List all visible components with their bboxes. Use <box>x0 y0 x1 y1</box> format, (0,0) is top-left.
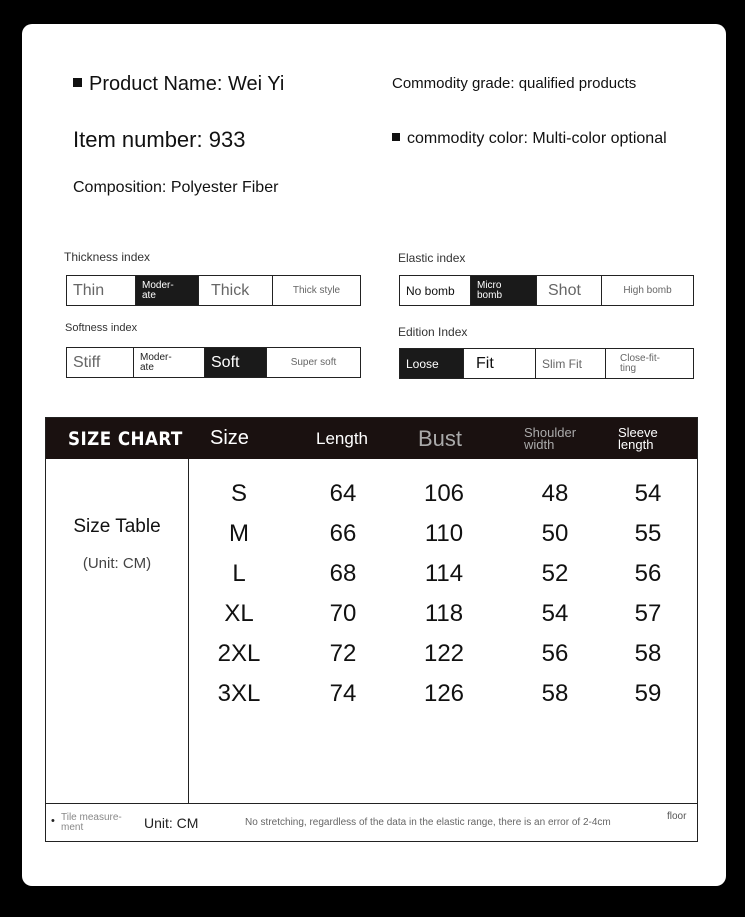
commodity-grade: Commodity grade: qualified products <box>392 75 637 92</box>
footer-side-text: floor <box>667 811 687 822</box>
cell-shoulder: 54 <box>541 600 569 627</box>
cell-sleeve: 58 <box>634 640 662 667</box>
tile-measurement-label: Tile measure- ment <box>61 812 122 833</box>
softness-option-moderate: Moder- ate <box>134 348 205 377</box>
cell-bust: 110 <box>424 520 464 547</box>
cell-shoulder: 58 <box>541 680 569 707</box>
header-length: Length <box>316 428 368 448</box>
header-bust: Bust <box>418 425 463 451</box>
softness-index-scale <box>66 347 361 378</box>
cell-shoulder: 56 <box>541 640 569 667</box>
cell-shoulder: 48 <box>541 480 569 507</box>
thickness-option-moderate: Moder- ate <box>136 276 199 305</box>
size-chart-brand: SIZE CHART <box>68 427 183 450</box>
cell-size: S <box>230 480 247 507</box>
edition-index-scale <box>399 348 694 379</box>
edition-option-fit: Fit <box>464 349 536 378</box>
elastic-index-scale <box>399 275 694 306</box>
cell-shoulder: 52 <box>541 560 569 587</box>
cell-length: 64 <box>329 480 357 507</box>
table-row <box>46 634 697 674</box>
edition-option-close-fitting: Close-fit- ting <box>620 352 661 374</box>
cell-size: XL <box>224 600 254 627</box>
edition-option-loose: Loose <box>400 349 464 378</box>
composition: Composition: Polyester Fiber <box>73 179 279 196</box>
cell-sleeve: 55 <box>634 520 662 547</box>
softness-option-super-soft: Super soft <box>290 357 337 368</box>
cell-sleeve: 59 <box>634 680 662 707</box>
cell-size: 2XL <box>217 640 261 667</box>
thickness-option-thick: Thick <box>199 276 273 305</box>
cell-length: 66 <box>329 520 357 547</box>
thickness-option-thick-style: Thick style <box>292 285 341 296</box>
table-row <box>46 514 697 554</box>
elastic-option-micro-bomb: Micro bomb <box>471 276 537 305</box>
cell-size: M <box>229 520 249 547</box>
cell-sleeve: 56 <box>634 560 662 587</box>
size-chart-header <box>46 418 697 459</box>
elastic-option-no-bomb: No bomb <box>400 276 471 305</box>
thickness-index-title: Thickness index <box>64 250 151 264</box>
elastic-index-title: Elastic index <box>398 251 466 265</box>
thickness-option-thin: Thin <box>67 276 136 305</box>
commodity-color: commodity color: Multi-color optional <box>392 130 667 148</box>
size-chart-table <box>45 417 698 842</box>
cell-length: 72 <box>329 640 357 667</box>
cell-bust: 122 <box>423 640 465 667</box>
thickness-index-scale <box>66 275 361 306</box>
softness-option-soft: Soft <box>205 348 267 377</box>
softness-index-title: Softness index <box>65 322 138 334</box>
cell-shoulder: 50 <box>541 520 569 547</box>
header-shoulder-width: Shoulder width <box>524 424 577 452</box>
elastic-option-high-bomb: High bomb <box>623 285 672 296</box>
item-number: Item number: 933 <box>73 127 246 152</box>
cell-bust: 126 <box>423 680 465 707</box>
product-name: Product Name: Wei Yi <box>73 73 284 96</box>
edition-index-title: Edition Index <box>398 325 468 339</box>
cell-sleeve: 54 <box>634 480 662 507</box>
header-size: Size <box>210 427 249 449</box>
cell-length: 70 <box>329 600 357 627</box>
table-row <box>46 474 697 514</box>
cell-size: 3XL <box>217 680 261 707</box>
cell-length: 68 <box>329 560 357 587</box>
cell-bust: 118 <box>424 600 464 627</box>
cell-size: L <box>232 560 246 587</box>
table-row <box>46 674 697 714</box>
table-footer <box>46 803 697 842</box>
cell-bust: 106 <box>423 480 465 507</box>
footer-bullet: • <box>51 815 55 827</box>
square-bullet-icon <box>73 78 82 87</box>
cell-sleeve: 57 <box>634 600 662 627</box>
cell-bust: 114 <box>424 560 464 587</box>
table-row <box>46 554 697 594</box>
cell-length: 74 <box>329 680 357 707</box>
size-table-title: Size Table <box>73 516 161 537</box>
header-sleeve-length: Sleeve length <box>618 424 658 452</box>
unit-label: (Unit: CM) <box>82 555 152 572</box>
edition-option-slim-fit: Slim Fit <box>536 349 606 378</box>
square-bullet-icon <box>392 133 400 141</box>
footer-unit: Unit: CM <box>144 815 199 831</box>
elastic-option-shot: Shot <box>537 276 602 305</box>
softness-option-stiff: Stiff <box>67 348 134 377</box>
footer-note: No stretching, regardless of the data in the elastic range, there is an error of 2-4cm <box>245 817 611 828</box>
table-row <box>46 594 697 634</box>
